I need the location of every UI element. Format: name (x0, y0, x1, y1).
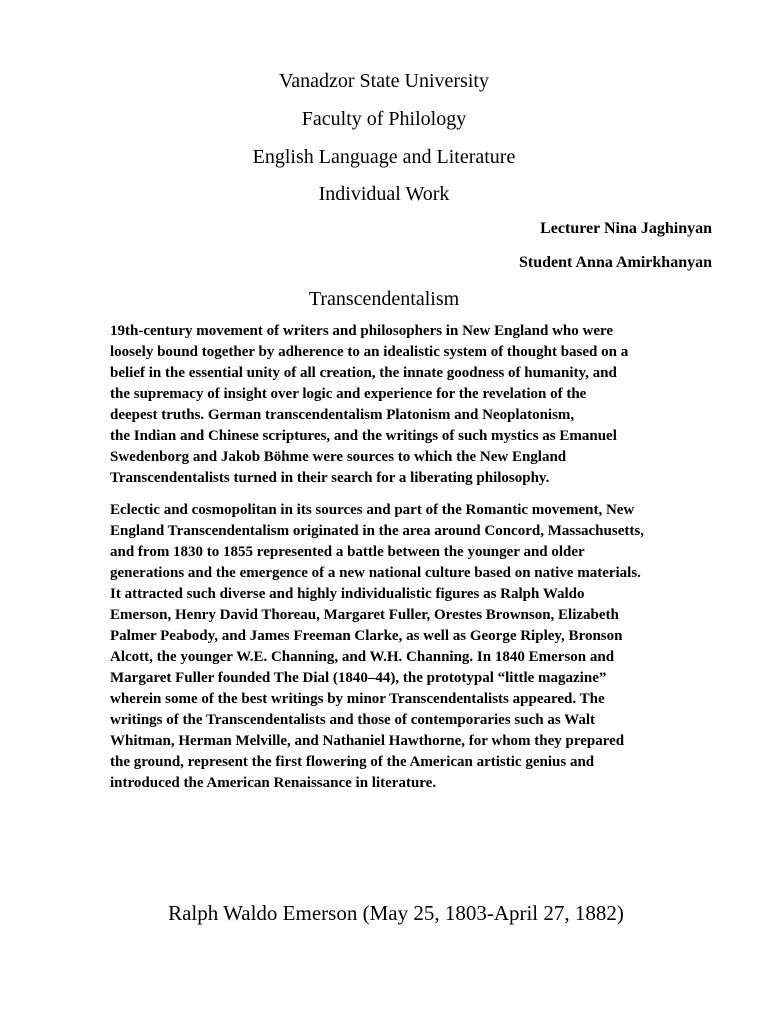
paragraph-line: Transcendentalists turned in their search for a liberating philosophy. (110, 470, 550, 486)
paragraph-line: Margaret Fuller founded The Dial (1840–44), the prototypal “little magazine” (110, 670, 607, 686)
paragraph-line: Alcott, the younger W.E. Channing, and W.H. Channing. In 1840 Emerson and (110, 649, 615, 665)
paragraph-line: deepest truths. German transcendentalism Platonism and Neoplatonism, (110, 407, 575, 423)
paragraph-line: generations and the emergence of a new national culture based on native materials. (110, 565, 641, 581)
paragraph-line: 19th-century movement of writers and philosophers in New England who were (110, 323, 614, 339)
section-heading-emerson: Ralph Waldo Emerson (May 25, 1803-April 27, 1882) (168, 901, 624, 925)
department-name: English Language and Literature (252, 146, 516, 168)
paragraph-line: loosely bound together by adherence to an idealistic system of thought based on a (110, 344, 629, 360)
paragraph-line: writings of the Transcendentalists and those of contemporaries such as Walt (110, 712, 596, 728)
paragraph-history (110, 500, 722, 794)
university-name: Vanadzor State University (279, 70, 489, 92)
paragraph-line: and from 1830 to 1855 represented a battle between the younger and older (110, 544, 585, 560)
paragraph-line: Whitman, Herman Melville, and Nathaniel Hawthorne, for whom they prepared (110, 733, 625, 749)
page-title: Transcendentalism (308, 288, 460, 310)
paragraph-line: the ground, represent the first flowering of the American artistic genius and (110, 754, 595, 770)
paragraph-line: wherein some of the best writings by minor Transcendentalists appeared. The (110, 691, 605, 707)
paragraph-intro (110, 321, 722, 489)
paragraph-line: the supremacy of insight over logic and experience for the revelation of the (110, 386, 587, 402)
faculty-name: Faculty of Philology (301, 108, 467, 130)
paragraph-line: England Transcendentalism originated in the area around Concord, Massachusetts, (110, 523, 644, 539)
paragraph-line: belief in the essential unity of all creation, the innate goodness of humanity, and (110, 365, 617, 381)
lecturer-name: Lecturer Nina Jaghinyan (540, 220, 712, 237)
paragraph-line: Emerson, Henry David Thoreau, Margaret Fuller, Orestes Brownson, Elizabeth (110, 607, 619, 623)
paragraph-line: Palmer Peabody, and James Freeman Clarke, as well as George Ripley, Bronson (110, 628, 623, 644)
paragraph-line: Swedenborg and Jakob Böhme were sources to which the New England (110, 449, 567, 465)
paragraph-line: the Indian and Chinese scriptures, and the writings of such mystics as Emanuel (110, 428, 617, 444)
paragraph-line: introduced the American Renaissance in literature. (110, 775, 437, 791)
student-name: Student Anna Amirkhanyan (519, 254, 712, 271)
paragraph-line: Eclectic and cosmopolitan in its sources and part of the Romantic movement, New (110, 502, 635, 518)
paragraph-line: It attracted such diverse and highly individualistic figures as Ralph Waldo (110, 586, 585, 602)
work-type: Individual Work (318, 183, 450, 205)
